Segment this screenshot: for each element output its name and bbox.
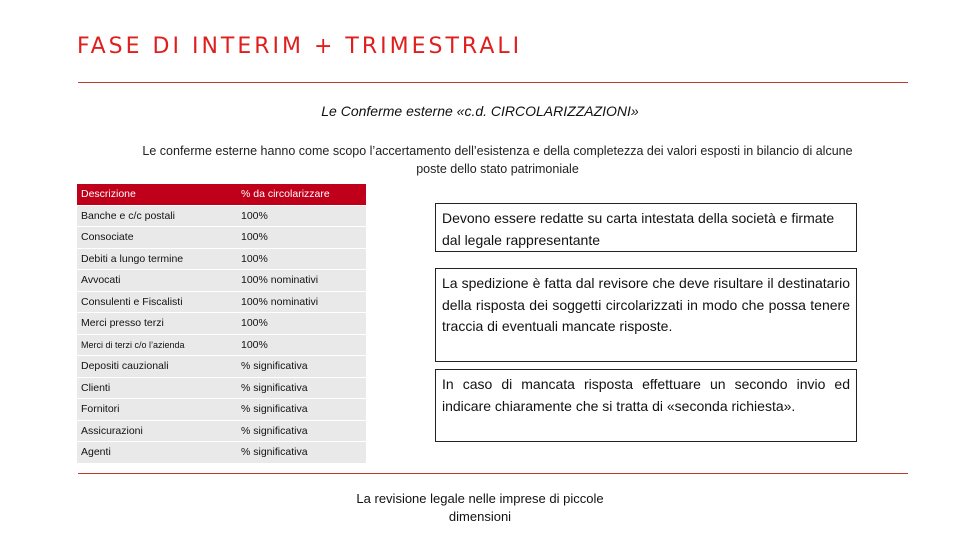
row-description: Depositi cauzionali: [77, 356, 237, 377]
row-description: Assicurazioni: [77, 421, 237, 442]
table-row: [77, 270, 366, 291]
section-subtitle: Le Conferme esterne «c.d. CIRCOLARIZZAZIONI»: [321, 103, 639, 119]
row-percentage: % significativa: [237, 421, 366, 442]
footer-line-1: La revisione legale nelle imprese di piccole: [356, 491, 604, 506]
row-percentage: 100% nominativi: [237, 270, 366, 291]
footer-caption: [310, 490, 650, 526]
header-description: Descrizione: [77, 184, 237, 205]
row-percentage: 100%: [237, 335, 366, 356]
footer-line-2: dimensioni: [448, 509, 512, 524]
row-description: Consulenti e Fiscalisti: [77, 292, 237, 313]
row-description: Consociate: [77, 227, 237, 248]
table-row: [77, 399, 366, 420]
intro-paragraph: Le conferme esterne hanno come scopo l’accertamento dell’esistenza e della completezza dei valori esposti in bilancio di alcune poste dello stato patrimoniale: [142, 144, 853, 176]
row-percentage: % significativa: [237, 356, 366, 377]
row-description: Merci presso terzi: [77, 313, 237, 334]
table-row: [77, 206, 366, 227]
row-percentage: % significativa: [237, 442, 366, 463]
table-row: [77, 227, 366, 248]
table-row: [77, 313, 366, 334]
row-percentage: 100%: [237, 206, 366, 227]
table-row: [77, 378, 366, 399]
table-row: [77, 356, 366, 377]
row-description: Agenti: [77, 442, 237, 463]
row-percentage: 100%: [237, 227, 366, 248]
row-description: Avvocati: [77, 270, 237, 291]
table-row: [77, 249, 366, 270]
table-header-row: [77, 184, 366, 205]
row-description: Banche e c/c postali: [77, 206, 237, 227]
header-percentage: % da circolarizzare: [237, 184, 366, 205]
row-description: Fornitori: [77, 399, 237, 420]
row-percentage: 100% nominativi: [237, 292, 366, 313]
row-description: Merci di terzi c/o l’azienda: [77, 335, 237, 356]
top-divider: [78, 82, 908, 83]
row-description: Debiti a lungo termine: [77, 249, 237, 270]
table-row: [77, 442, 366, 463]
note-box-second-request: In caso di mancata risposta effettuare un secondo invio ed indicare chiaramente che si tratta di «seconda richiesta».: [435, 369, 857, 442]
note-box-letterhead: Devono essere redatte su carta intestata della società e firmate dal legale rappresentante: [435, 203, 857, 252]
table-row: [77, 421, 366, 442]
confirmations-table: [77, 183, 366, 464]
row-description: Clienti: [77, 378, 237, 399]
bottom-divider: [78, 473, 908, 474]
row-percentage: 100%: [237, 249, 366, 270]
note-box-shipping: La spedizione è fatta dal revisore che deve risultare il destinatario della risposta dei soggetti circolarizzati in modo che possa tenere traccia di eventuali mancate risposte.: [435, 268, 857, 362]
row-percentage: % significativa: [237, 399, 366, 420]
row-percentage: 100%: [237, 313, 366, 334]
page-title: FASE DI INTERIM + TRIMESTRALI: [77, 34, 523, 59]
table-row: [77, 335, 366, 356]
row-percentage: % significativa: [237, 378, 366, 399]
table-row: [77, 292, 366, 313]
